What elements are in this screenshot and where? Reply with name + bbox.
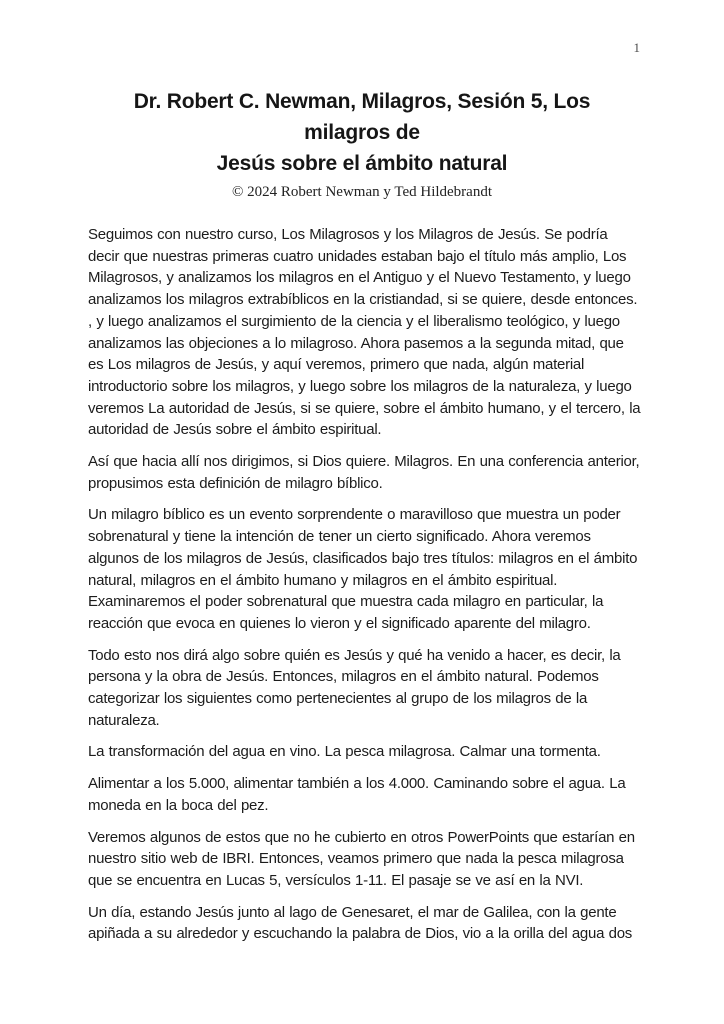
document-body bbox=[88, 224, 642, 945]
paragraph-2: Así que hacia allí nos dirigimos, si Dios quiere. Milagros. En una conferencia anterior, propusimos esta definición de milagro bíblico. bbox=[88, 453, 640, 492]
paragraph-4: Todo esto nos dirá algo sobre quién es Jesús y qué ha venido a hacer, es decir, la persona y la obra de Jesús. Entonces, milagros en el ámbito natural. Podemos categorizar los siguientes como pertenecientes al grupo de los milagros de la naturaleza. bbox=[88, 646, 621, 729]
copyright-line: © 2024 Robert Newman y Ted Hildebrandt bbox=[231, 184, 493, 200]
title-line-2: milagros de bbox=[304, 121, 420, 144]
paragraph-1: Seguimos con nuestro curso, Los Milagrosos y los Milagros de Jesús. Se podría decir que nuestras primeras cuatro unidades estaban bajo el título más amplio, Los Milagrosos, y analizamos los milagros en el Antiguo y el Nuevo Testamento, y luego analizamos los milagros extrabíblicos en la cristiandad, si se quiere, desde entonces. , y luego analizamos el surgimiento de la ciencia y el liberalismo teológico, y luego analizamos las objeciones a lo milagroso. Ahora pasemos a la segunda mitad, que es Los milagros de Jesús, y aquí veremos, primero que nada, algún material introductorio sobre los milagros, y luego sobre los milagros de la naturaleza, y luego veremos La autoridad de Jesús, si se quiere, sobre el ámbito humano, y el tercero, la autoridad de Jesús sobre el ámbito espiritual. bbox=[88, 226, 641, 439]
title-line-3: Jesús sobre el ámbito natural bbox=[216, 152, 508, 175]
paragraph-5: La transformación del agua en vino. La pesca milagrosa. Calmar una tormenta. bbox=[88, 743, 601, 761]
paragraph-3: Un milagro bíblico es un evento sorprendente o maravilloso que muestra un poder sobrenatural y tiene la intención de tener un cierto significado. Ahora veremos algunos de los milagros de Jesús, clasificados bajo tres títulos: milagros en el ámbito natural, milagros en el ámbito humano y milagros en el ámbito espiritual. Examinaremos el poder sobrenatural que muestra cada milagro en particular, la reacción que evoca en quienes lo vieron y el significado aparente del milagro. bbox=[88, 506, 638, 632]
page-number: 1 bbox=[633, 40, 640, 55]
document-header bbox=[0, 0, 724, 202]
paragraph-7: Veremos algunos de estos que no he cubierto en otros PowerPoints que estarían en nuestro sitio web de IBRI. Entonces, veamos primero que nada la pesca milagrosa que se encuentra en Lucas 5, versículos 1-11. El pasaje se ve así en la NVI. bbox=[88, 828, 635, 889]
paragraph-6: Alimentar a los 5.000, alimentar también a los 4.000. Caminando sobre el agua. La moneda en la boca del pez. bbox=[88, 775, 626, 814]
title-line-1: Dr. Robert C. Newman, Milagros, Sesión 5, Los bbox=[133, 90, 591, 113]
document-title bbox=[0, 86, 724, 179]
paragraph-8: Un día, estando Jesús junto al lago de Genesaret, el mar de Galilea, con la gente apiñada a su alrededor y escuchando la palabra de Dios, vio a la orilla del agua dos bbox=[88, 903, 633, 943]
